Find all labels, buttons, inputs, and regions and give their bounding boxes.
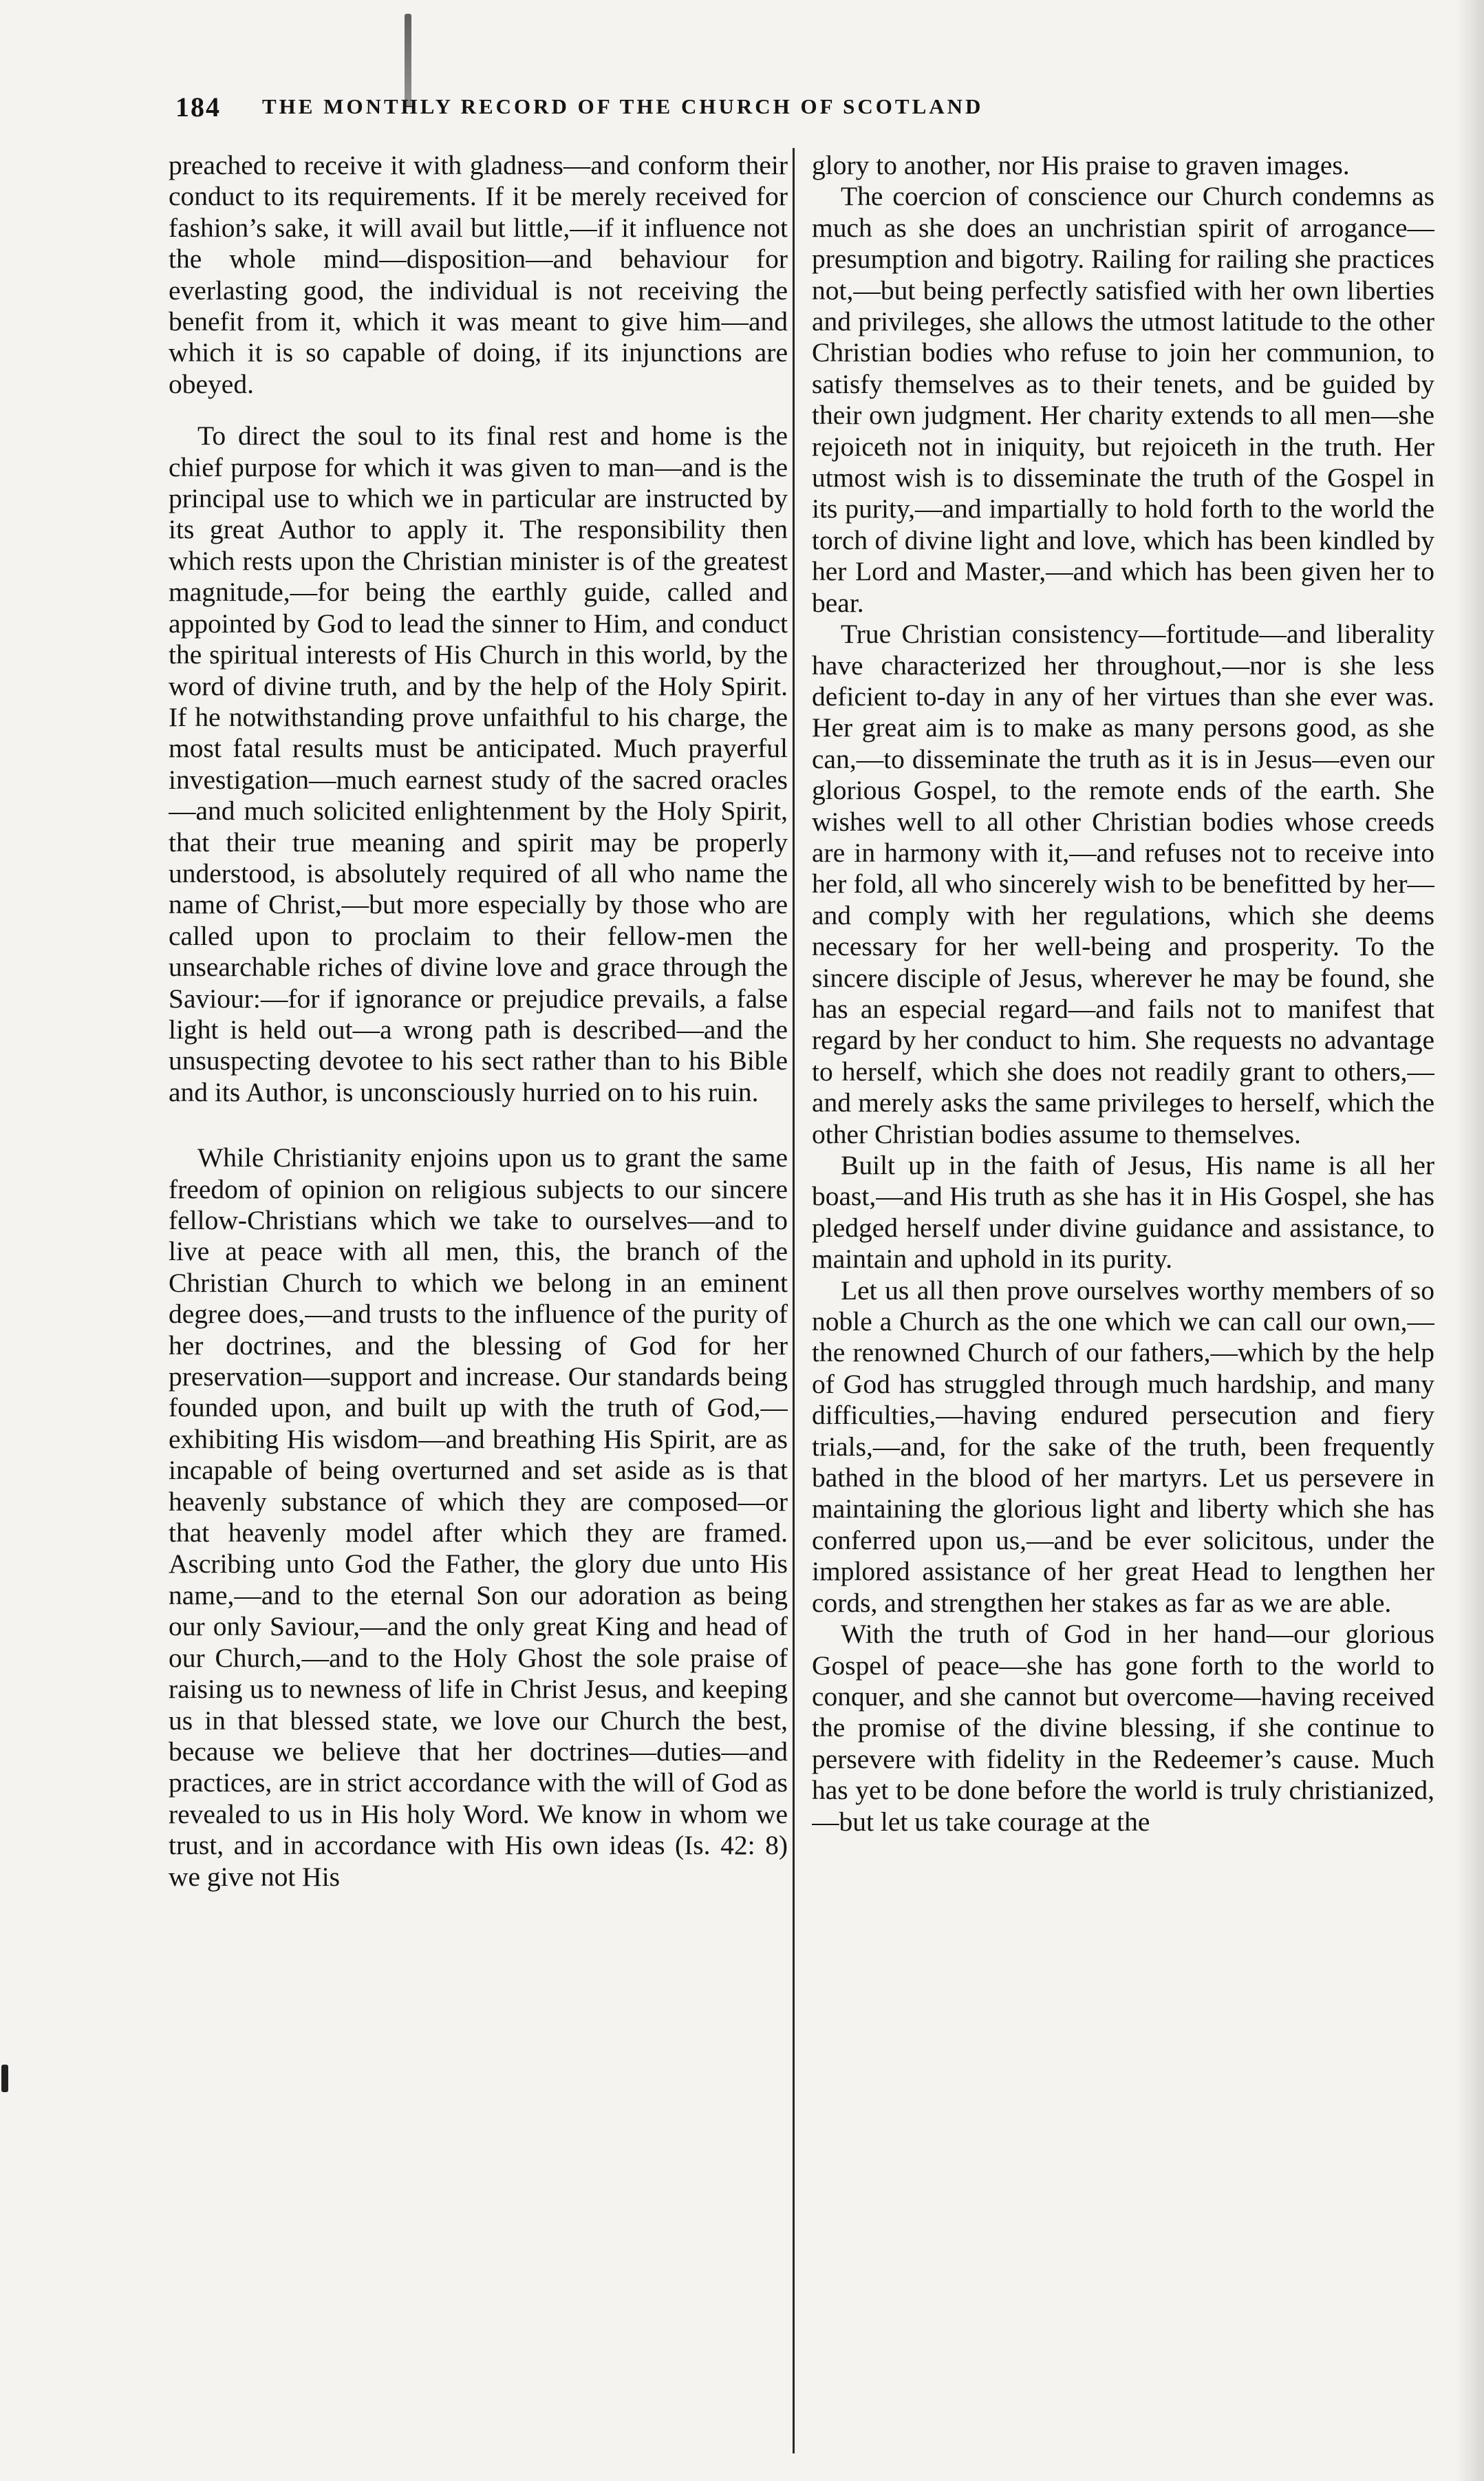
margin-ink-mark	[1, 2065, 8, 2092]
column-divider	[793, 148, 795, 2453]
page-edge-shadow	[1456, 0, 1484, 2481]
page-number: 184	[175, 91, 221, 123]
right-paragraph-3: True Christian consistency—fortitude—and liberality have characterized her throughout,—nor is she less deficient to-day in any of her virtues than she ever was. Her great aim is to make as many persons good, as she can,—to disseminate the truth as it is in Jesus—even our glorious Gospel, to the remote ends of the earth. She wishes well to all other Christian bodies whose creeds are in harmony with it,—and refuses not to receive into her fold, all who sincerely wish to be benefitted by her—and comply with her regulations, which she deems necessary for her well-being and prosperity. To the sincere disciple of Jesus, wherever he may be found, she has an especial regard—and fails not to manifest that regard by her conduct to him. She requests no advantage to herself, which she does not readily grant to others,—and merely asks the same privileges to herself, which the other Christian bodies assume to themselves.	[812, 619, 1434, 1149]
right-paragraph-5: Let us all then prove ourselves worthy members of so noble a Church as the one which we can call our own,—the renowned Church of our fathers,—which by the help of God has struggled through much hardship, and many difficulties,—having endured persecution and fiery trials,—and, for the sake of the truth, been frequently bathed in the blood of her martyrs. Let us persevere in maintaining the glorious light and liberty which she has conferred upon us,—and be ever solicitous, under the implored assistance of her great Head to lengthen her cords, and strengthen her stakes as far as we are able.	[812, 1275, 1434, 1618]
right-paragraph-2: The coercion of conscience our Church condemns as much as she does an unchristian spirit of arrogance—presumption and bigotry. Railing for railing she practices not,—but being perfectly satisfied with her own liberties and privileges, she allows the utmost latitude to the other Christian bodies who refuse to join her communion, to satisfy themselves as to their tenets, and be guided by their own judgment. Her charity extends to all men—she rejoiceth not in iniquity, but rejoiceth in the truth. Her utmost wish is to disseminate the truth of the Gospel in its purity,—and impartially to hold forth to the world the torch of divine light and love, which has been kindled by her Lord and Master,—and which has been given her to bear.	[812, 181, 1434, 618]
right-paragraph-4: Built up in the faith of Jesus, His name is all her boast,—and His truth as she has it in His Gospel, she has pledged herself under divine guidance and assistance, to maintain and uphold in its purity.	[812, 1150, 1434, 1275]
left-paragraph-2: To direct the soul to its final rest and home is the chief purpose for which it was given to man—and is the principal use to which we in particular are instructed by its great Author to apply it. The responsibility then which rests upon the Christian minister is of the greatest magnitude,—for being the earthly guide, called and appointed by God to lead the sinner to Him, and conduct the spiritual interests of His Church in this world, by the word of divine truth, and by the help of the Holy Spirit. If he notwithstanding prove unfaithful to his charge, the most fatal results must be anticipated. Much prayerful investigation—much earnest study of the sacred oracles—and much solicited enlightenment by the Holy Spirit, that their true meaning and spirit may be properly understood, is absolutely required of all who name the name of Christ,—but more especially by those who are called upon to proclaim to their fellow-men the unsearchable riches of divine love and grace through the Saviour:—for if ignorance or prejudice prevails, a false light is held out—a wrong path is described—and the unsuspecting devotee to his sect rather than to his Bible and its Author, is unconsciously hurried on to his ruin.	[169, 420, 788, 1107]
right-column	[812, 150, 1434, 2449]
page-header	[175, 86, 1221, 127]
running-title: THE MONTHLY RECORD OF THE CHURCH OF SCOTLAND	[262, 94, 984, 118]
right-paragraph-6: With the truth of God in her hand—our glorious Gospel of peace—she has gone forth to the world to conquer, and she cannot but overcome—having received the promise of the divine blessing, if she continue to persevere with fidelity in the Redeemer’s cause. Much has yet to be done before the world is truly christianized,—but let us take courage at the	[812, 1619, 1434, 1837]
left-column	[169, 150, 788, 2449]
right-paragraph-1: glory to another, nor His praise to graven images.	[812, 150, 1350, 180]
left-paragraph-3: While Christianity enjoins upon us to grant the same freedom of opinion on religious subjects to our sincere fellow-Christians which we take to ourselves—and to live at peace with all men, this, the branch of the Christian Church to which we belong in an eminent degree does,—and trusts to the influence of the purity of her doctrines, and the blessing of God for her preservation—support and increase. Our standards being founded upon, and built up with the truth of God,—exhibiting His wisdom—and breathing His Spirit, are as incapable of being overturned and set aside as is that heavenly substance of which they are composed—or that heavenly model after which they are framed. Ascribing unto God the Father, the glory due unto His name,—and to the eternal Son our adoration as being our only Saviour,—and the only great King and head of our Church,—and to the Holy Ghost the sole praise of raising us to newness of life in Christ Jesus, and keeping us in that blessed state, we love our Church the best, because we believe that her doctrines—duties—and practices, are in strict accordance with the will of God as revealed to us in His holy Word. We know in whom we trust, and in accordance with His own ideas (Is. 42: 8) we give not His	[169, 1142, 788, 1892]
left-paragraph-1: preached to receive it with gladness—and conform their conduct to its requirements. If it be merely received for fashion’s sake, it will avail but little,—if it influence not the whole mind—disposition—and behaviour for everlasting good, the individual is not receiving the benefit from it, which it was meant to give him—and which it is so capable of doing, if its injunctions are obeyed.	[169, 150, 788, 399]
